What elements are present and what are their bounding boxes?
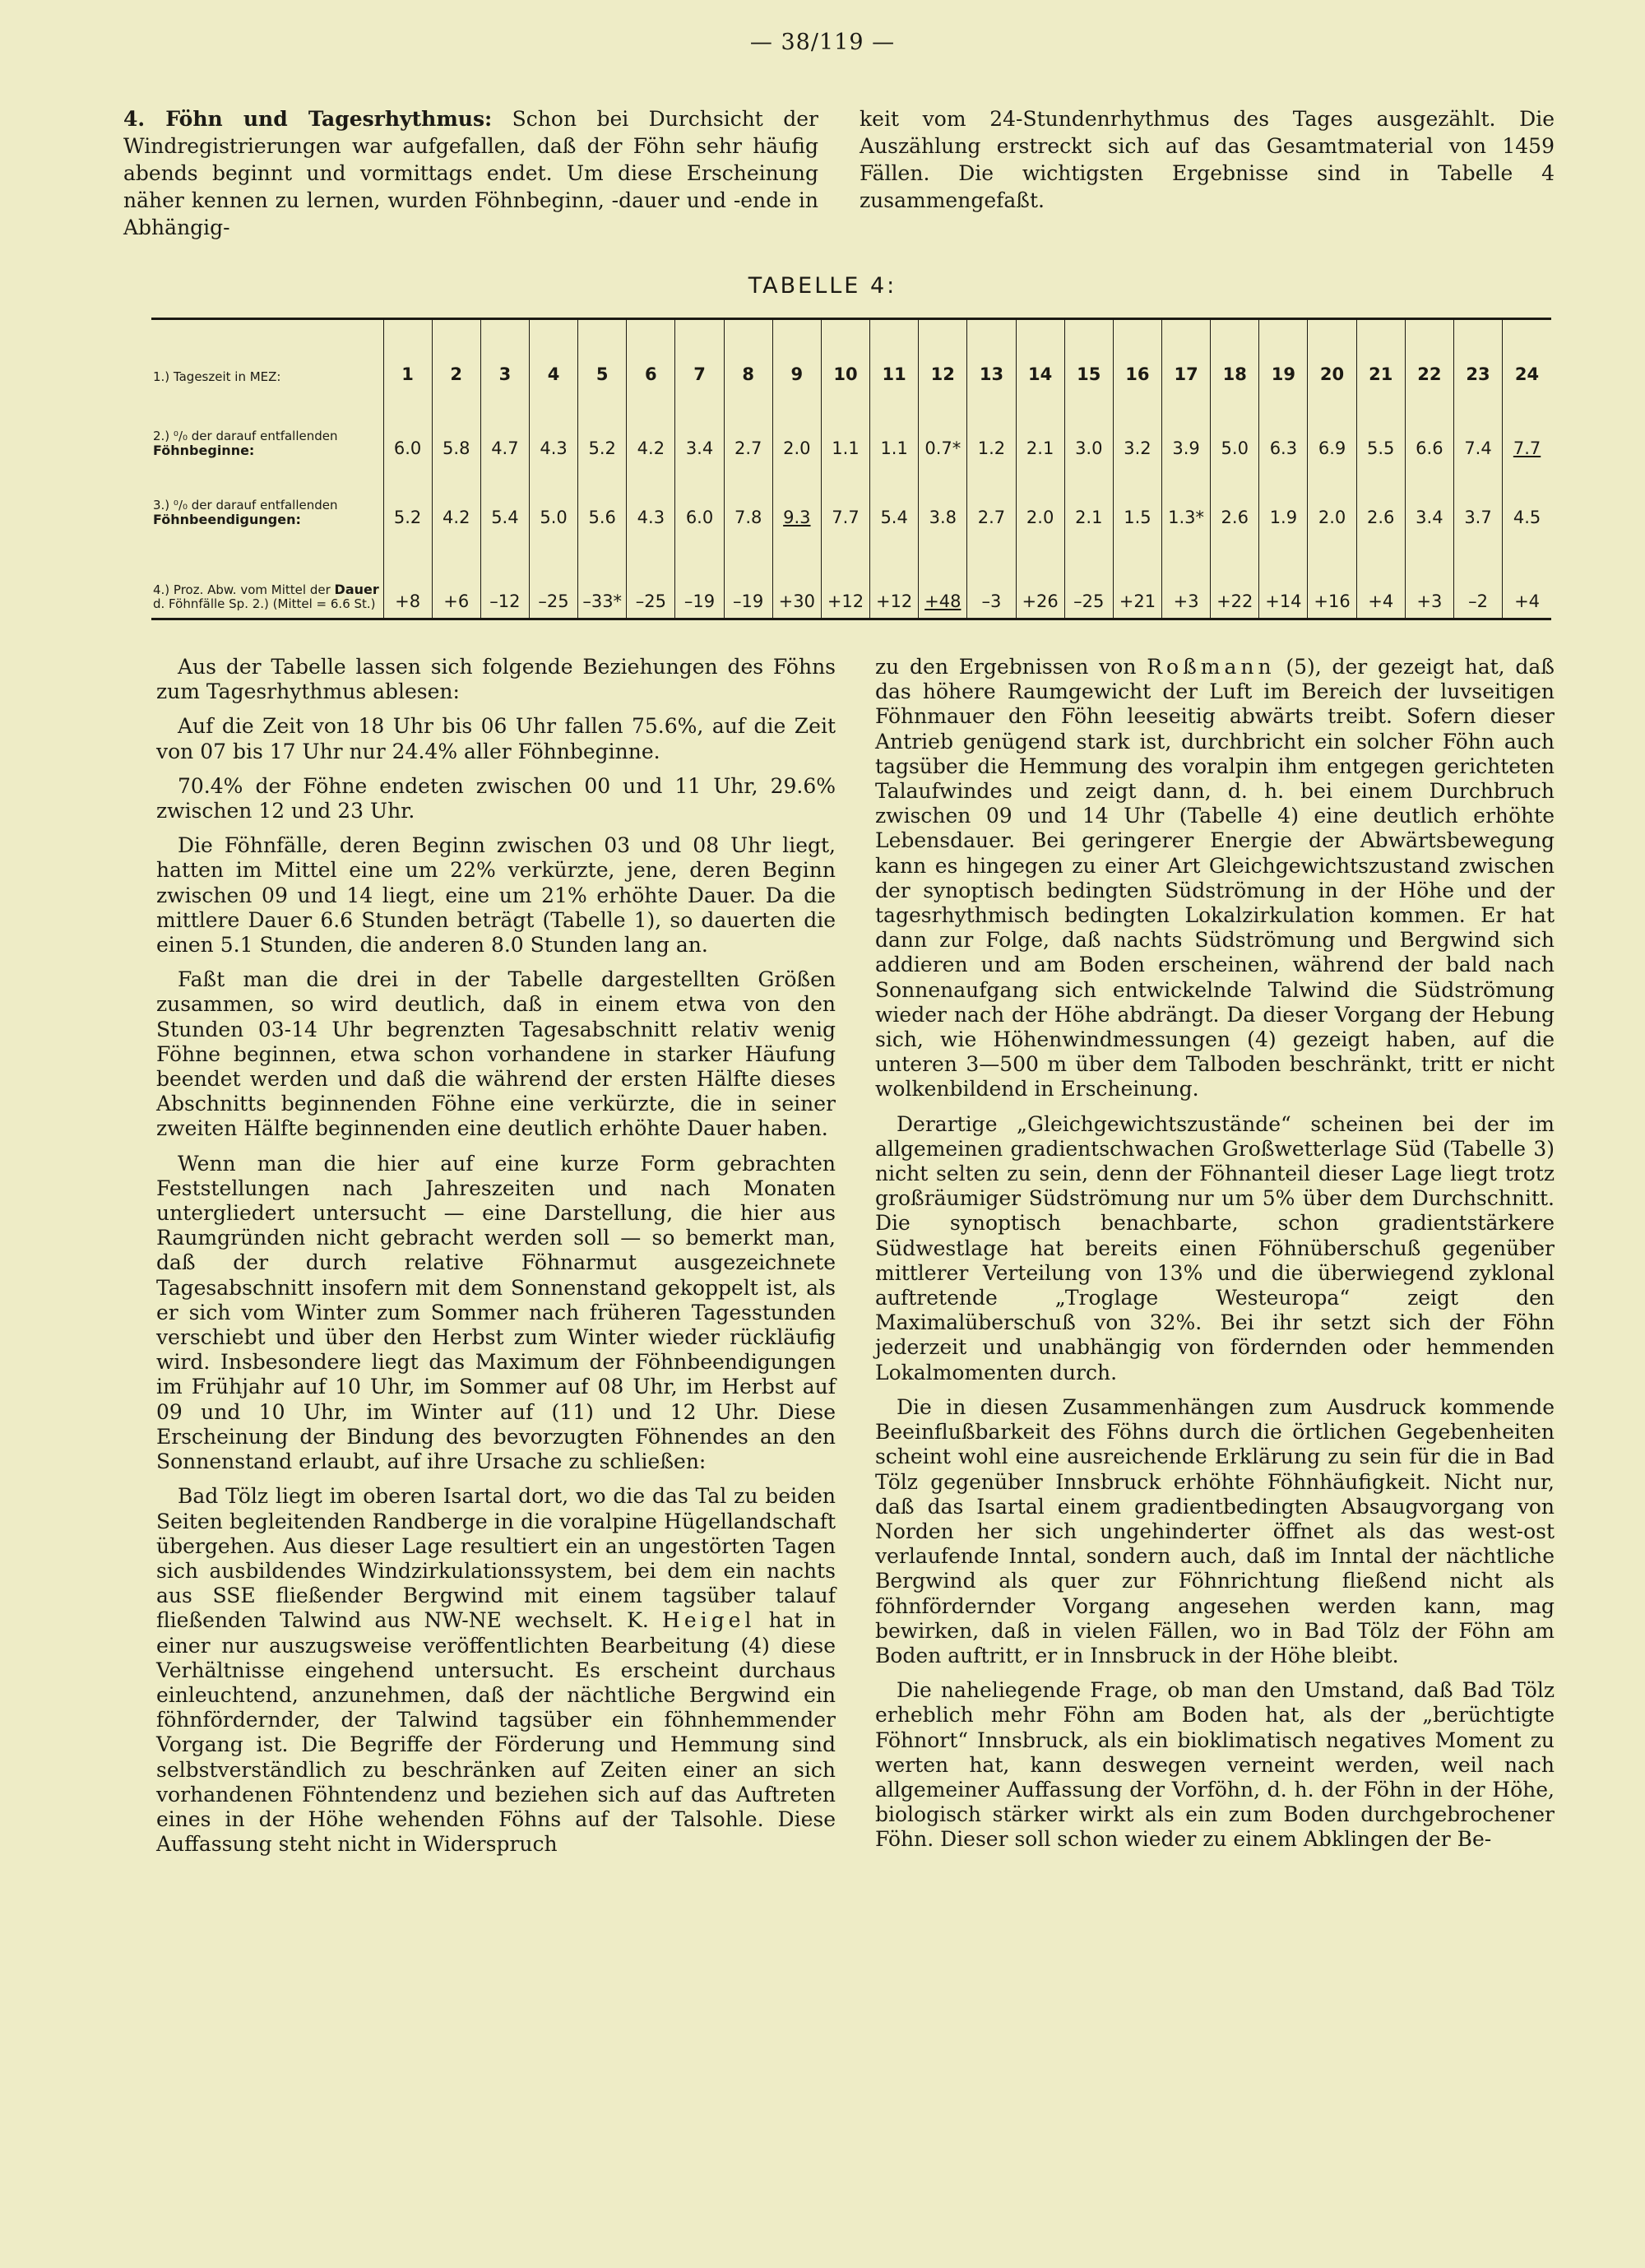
hour-cell: 16 [1113,320,1161,391]
abweichung-cell: +6 [432,534,480,618]
abweichung-cell: +26 [1016,534,1064,618]
abweichung-cell: +22 [1211,534,1259,618]
beendigung-cell: 3.7 [1453,465,1502,534]
row-label-hours: 1.) Tageszeit in MEZ: [153,369,281,384]
abweichung-cell: +4 [1356,534,1405,618]
beginne-cell: 1.2 [967,391,1016,465]
hour-cell: 18 [1211,320,1259,391]
beginne-cell: 4.3 [529,391,577,465]
beendigung-cell: 4.5 [1503,465,1551,534]
section-heading: 4. Föhn und Tagesrhythmus: [123,107,493,131]
beginne-cell: 2.1 [1016,391,1064,465]
hour-cell: 14 [1016,320,1064,391]
table-row-abweichung [151,534,1551,618]
beendigung-cell: 2.6 [1211,465,1259,534]
beginne-cell: 6.9 [1308,391,1356,465]
hour-cell: 5 [578,320,627,391]
beendigung-cell: 5.0 [529,465,577,534]
abweichung-cell: –33* [578,534,627,618]
abweichung-cell: +8 [383,534,432,618]
intro-section [123,105,1555,248]
hour-cell: 2 [432,320,480,391]
hour-cell: 1 [383,320,432,391]
body-paragraph: Auf die Zeit von 18 Uhr bis 06 Uhr fallen 75.6%, auf die Zeit von 07 bis 17 Uhr nur 24.4% aller Föhnbeginne. [156,714,836,763]
beginne-cell: 5.8 [432,391,480,465]
beginne-cell: 3.2 [1113,391,1161,465]
hour-cell: 22 [1405,320,1453,391]
body-paragraph: Derartige „Gleichgewichtszustände“ scheinen bei der im allgemeinen gradientschwachen Großwetterlage Süd (Tabelle 3) nicht selten zu sein, denn der Föhnanteil dieser Lage liegt trotz großräumiger Südströmung nur um 5% über dem Durchschnitt. Die synoptisch benachbarte, schon gradientstärkere Südwestlage hat bereits einen Föhnüberschuß gegenüber mittlerer Verteilung von 13% und die überwiegend zyklonal auftretende „Troglage Westeuropa“ zeigt den Maximalüberschuß von 32%. Bei ihr setzt sich der Föhn jederzeit und unabhängig von fördernden oder hemmenden Lokalmomenten durch. [875,1111,1555,1384]
body-paragraph: Faßt man die drei in der Tabelle dargestellten Größen zusammen, so wird deutlich, daß in einem etwa von den Stunden 03-14 Uhr begrenzten Tagesabschnitt relativ wenig Föhne beginnen, etwa schon vorhandene in starker Häufung beendet werden und daß die während der ersten Hälfte dieses Abschnitts beginnenden Föhne eine verkürzte, die in seiner zweiten Hälfte beginnenden eine deutlich erhöhte Dauer haben. [156,967,836,1141]
body-paragraph: Bad Tölz liegt im oberen Isartal dort, wo die das Tal zu beiden Seiten begleitenden Randberge in die voralpine Hügellandschaft übergehen. Aus dieser Lage resultiert ein an ungestörten Tagen sich ausbildendes Windzirkulationssystem, bei dem ein nachts aus SSE fließender Bergwind mit einem tagsüber talauf fließenden Talwind aus NW-NE wechselt. K. Heigel hat in einer nur auszugsweise veröffentlichten Bearbeitung (4) diese Verhältnisse eingehend untersucht. Es erscheint durchaus einleuchtend, anzunehmen, daß der nächtliche Bergwind ein föhnfördernder, der Talwind tagsüber ein föhnhemmender Vorgang ist. Die Begriffe der Förderung und Hemmung sind selbstverständlich zu beschränken auf Zeiten einer an sich vorhandenen Föhntendenz und beziehen sich auf das Auftreten eines in der Höhe wehenden Föhns auf der Talsohle. Diese Auffassung steht nicht in Widerspruch [156,1484,836,1857]
table-row-beginne [151,391,1551,465]
body-paragraph: Die naheliegende Frage, ob man den Umstand, daß Bad Tölz erheblich mehr Föhn am Boden hat, als der „berüchtigte Föhnort“ Innsbruck, als ein bioklimatisch negatives Moment zu werten hat, kann deswegen verneint werden, weil nach allgemeiner Auffassung der Vorföhn, d. h. der Föhn in der Höhe, biologisch stärker wirkt als ein zum Boden durchgebrochener Föhn. Dieser soll schon wieder zu einem Abklingen der Be- [875,1678,1555,1852]
hour-cell: 7 [675,320,724,391]
beginne-cell: 7.4 [1453,391,1502,465]
row-label-abweichung: 4.) Proz. Abw. vom Mittel der Dauer d. Föhnfälle Sp. 2.) (Mittel = 6.6 St.) [153,582,379,611]
page-number: — 38/119 — [749,30,896,55]
beendigung-cell: 4.3 [627,465,675,534]
beginne-cell: 4.2 [627,391,675,465]
beendigung-cell: 5.6 [578,465,627,534]
beendigung-cell: 5.2 [383,465,432,534]
hour-cell: 4 [529,320,577,391]
abweichung-cell: –2 [1453,534,1502,618]
hour-cell: 13 [967,320,1016,391]
hour-cell: 19 [1259,320,1308,391]
beendigung-cell: 1.3* [1162,465,1211,534]
beginne-cell: 0.7* [919,391,967,465]
body-text [156,655,1555,1867]
beginne-cell: 5.5 [1356,391,1405,465]
body-paragraph: Die Föhnfälle, deren Beginn zwischen 03 und 08 Uhr liegt, hatten im Mittel eine um 22% verkürzte, jene, deren Beginn zwischen 09 und 14 liegt, eine um 21% erhöhte Dauer. Da die mittlere Dauer 6.6 Stunden beträgt (Tabelle 1), so dauerten die einen 5.1 Stunden, die anderen 8.0 Stunden lang an. [156,833,836,958]
beendigung-cell: 4.2 [432,465,480,534]
body-paragraph: Wenn man die hier auf eine kurze Form gebrachten Feststellungen nach Jahreszeiten und nach Monaten untergliedert untersucht — eine Darstellung, die hier aus Raumgründen nicht gebracht werden soll — so bemerkt man, daß der durch relative Föhnarmut ausgezeichnete Tagesabschnitt insofern mit dem Sonnenstand gekoppelt ist, als er sich vom Winter zum Sommer nach früheren Tagesstunden verschiebt und über den Herbst zum Winter wieder rückläufig wird. Insbesondere liegt das Maximum der Föhnbeendigungen im Frühjahr auf 10 Uhr, im Sommer auf 08 Uhr, im Herbst auf 09 und 10 Uhr, im Winter auf (11) und 12 Uhr. Diese Erscheinung der Bindung des bevorzugten Föhnendes an den Sonnenstand erlaubt, auf ihre Ursache zu schließen: [156,1151,836,1474]
beginne-cell: 6.0 [383,391,432,465]
hour-cell: 11 [870,320,919,391]
body-paragraph: Aus der Tabelle lassen sich folgende Beziehungen des Föhns zum Tagesrhythmus ablesen: [156,655,836,704]
abweichung-cell: +12 [870,534,919,618]
beginne-cell: 6.3 [1259,391,1308,465]
abweichung-cell: +3 [1405,534,1453,618]
beendigung-cell: 2.1 [1064,465,1113,534]
table-row-hours [151,320,1551,391]
intro-left-column [123,105,818,248]
author-name: Roßmann [1147,655,1276,679]
beginne-cell: 4.7 [480,391,529,465]
abweichung-cell: +30 [772,534,821,618]
table-caption: TABELLE 4: [748,273,897,299]
abweichung-cell: +12 [821,534,869,618]
intro-left-text: Schon bei Durchsicht der Windregistrierungen war aufgefallen, daß der Föhn sehr häufig abends beginnt und vormittags endet. Um diese Erscheinung näher kennen zu lernen, wurden Föhnbeginn, -dauer und -ende in Abhängig- [123,107,819,239]
beginne-cell: 2.0 [772,391,821,465]
abweichung-cell: +4 [1503,534,1551,618]
beginne-cell: 5.0 [1211,391,1259,465]
body-left-column [156,655,836,1867]
abweichung-cell: –25 [529,534,577,618]
hour-cell: 20 [1308,320,1356,391]
beginne-cell: 7.7 [1503,391,1551,465]
abweichung-cell: –25 [1064,534,1113,618]
hour-cell: 6 [627,320,675,391]
beendigung-cell: 2.0 [1308,465,1356,534]
beendigung-cell: 1.9 [1259,465,1308,534]
hour-cell: 3 [480,320,529,391]
beendigung-cell: 5.4 [870,465,919,534]
beginne-cell: 1.1 [870,391,919,465]
beendigung-cell: 2.7 [967,465,1016,534]
beendigung-cell: 5.4 [480,465,529,534]
abweichung-cell: –12 [480,534,529,618]
intro-right-column [860,105,1555,248]
intro-right-text: keit vom 24-Stundenrhythmus des Tages ausgezählt. Die Auszählung erstreckt sich auf das Gesamtmaterial von 1459 Fällen. Die wichtigsten Ergebnisse sind in Tabelle 4 zusammengefaßt. [860,107,1555,212]
hour-cell: 24 [1503,320,1551,391]
beendigung-cell: 3.4 [1405,465,1453,534]
beendigung-cell: 6.0 [675,465,724,534]
beginne-cell: 3.0 [1064,391,1113,465]
hour-cell: 9 [772,320,821,391]
hour-cell: 23 [1453,320,1502,391]
beendigung-cell: 9.3 [772,465,821,534]
abweichung-cell: +16 [1308,534,1356,618]
table-row-beendigungen [151,465,1551,534]
abweichung-cell: –25 [627,534,675,618]
abweichung-cell: –19 [724,534,772,618]
hour-cell: 17 [1162,320,1211,391]
beendigung-cell: 2.6 [1356,465,1405,534]
abweichung-cell: +21 [1113,534,1161,618]
beginne-cell: 1.1 [821,391,869,465]
beendigung-cell: 1.5 [1113,465,1161,534]
abweichung-cell: –19 [675,534,724,618]
body-paragraph: 70.4% der Föhne endeten zwischen 00 und 11 Uhr, 29.6% zwischen 12 und 23 Uhr. [156,773,836,823]
abweichung-cell: +48 [919,534,967,618]
hour-cell: 12 [919,320,967,391]
row-label-beginne: 2.) ⁰/₀ der darauf entfallenden Föhnbeginne: [153,429,338,458]
body-paragraph: zu den Ergebnissen von Roßmann (5), der gezeigt hat, daß das höhere Raumgewicht der Luft im Bereich der luvseitigen Föhnmauer den Föhn leeseitig abwärts treibt. Sofern dieser Antrieb genügend stark ist, durchbricht ein solcher Föhn auch tagsüber die Hemmung des voralpin ihm entgegen gerichteten Talaufwindes und zeigt dann, d. h. bei einem Durchbruch zwischen 09 und 14 Uhr (Tabelle 4) eine deutlich erhöhte Lebensdauer. Bei geringerer Energie der Abwärtsbewegung kann es hingegen zu einer Art Gleichgewichtszustand zwischen der synoptisch bedingten Südströmung in der Höhe und der tagesrhythmisch bedingten Lokalzirkulation kommen. Er hat dann zur Folge, daß nachts Südströmung und Bergwind sich addieren und am Boden erscheinen, während der bald nach Sonnenaufgang sich entwickelnde Talwind die Südströmung wieder nach der Höhe abdrängt. Da dieser Vorgang der Hebung sich, wie Höhenwindmessungen (4) gezeigt haben, auf die unteren 3—500 m über dem Talboden beschränkt, tritt er nicht wolkenbildend in Erscheinung. [875,655,1555,1102]
intro-paragraph [123,105,818,241]
author-name: Heigel [662,1608,756,1633]
hour-cell: 10 [821,320,869,391]
beginne-cell: 6.6 [1405,391,1453,465]
beginne-cell: 3.4 [675,391,724,465]
row-label-beendigungen: 3.) ⁰/₀ der darauf entfallenden Föhnbeendigungen: [153,498,338,527]
beginne-cell: 3.9 [1162,391,1211,465]
abweichung-cell: –3 [967,534,1016,618]
beendigung-cell: 7.7 [821,465,869,534]
table-4 [151,318,1551,620]
hour-cell: 8 [724,320,772,391]
beendigung-cell: 2.0 [1016,465,1064,534]
hour-cell: 21 [1356,320,1405,391]
beginne-cell: 2.7 [724,391,772,465]
hour-cell: 15 [1064,320,1113,391]
body-paragraph: Die in diesen Zusammenhängen zum Ausdruck kommende Beeinflußbarkeit des Föhns durch die örtlichen Gegebenheiten scheint wohl eine ausreichende Erklärung zu sein für die in Bad Tölz gegenüber Innsbruck erhöhte Föhnhäufigkeit. Nicht nur, daß das Isartal einem gradientbedingten Absaugvorgang von Norden her sich ungehinderter öffnet als das west-ost verlaufende Inntal, sondern auch, daß im Inntal der nächtliche Bergwind als quer zur Föhnrichtung fließend nicht als föhnfördernder Vorgang angesehen werden kann, mag bewirken, daß in vielen Fällen, wo in Bad Tölz der Föhn am Boden auftritt, er in Innsbruck in der Höhe bleibt. [875,1394,1555,1667]
beendigung-cell: 7.8 [724,465,772,534]
abweichung-cell: +14 [1259,534,1308,618]
body-right-column [875,655,1555,1867]
abweichung-cell: +3 [1162,534,1211,618]
beendigung-cell: 3.8 [919,465,967,534]
beginne-cell: 5.2 [578,391,627,465]
